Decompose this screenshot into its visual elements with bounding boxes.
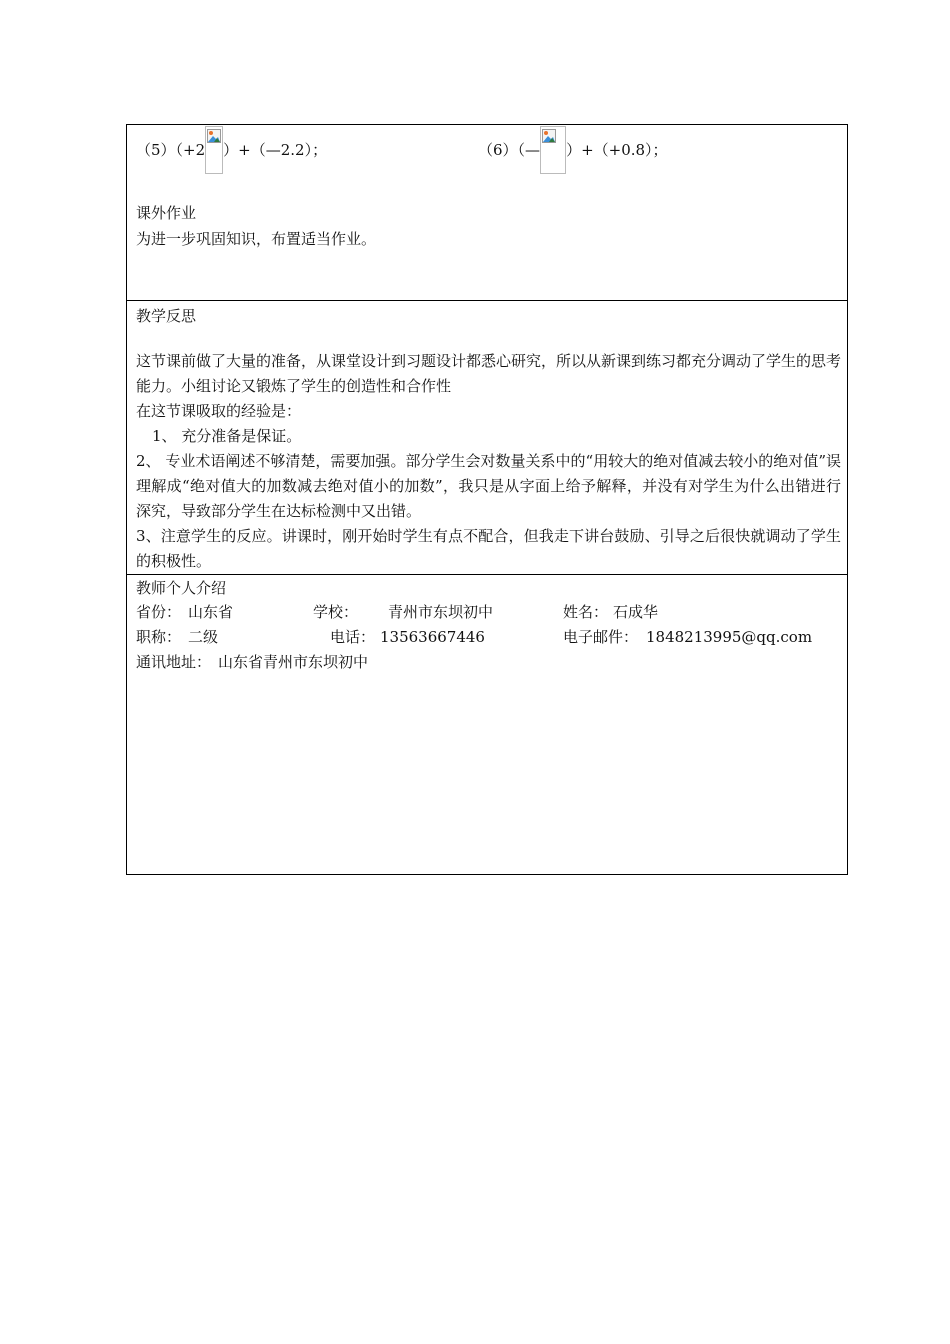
exercise-6-before: （— <box>517 141 541 159</box>
exercise-5-after: ）+（—2.2）； <box>223 141 328 159</box>
exercise-6-label: （6） <box>478 141 518 159</box>
phone-label: 电话： <box>330 628 376 646</box>
teacher-row-1 <box>136 600 836 625</box>
province-value: 山东省 <box>188 603 234 621</box>
teacher-row-3 <box>136 650 836 675</box>
exercise-6-after: ）+（+0.8）； <box>566 141 668 159</box>
address-value: 山东省青州市东坝初中 <box>218 653 369 671</box>
reflection-item-2: 2、 专业术语阐述不够清楚，需要加强。部分学生会对数量关系中的“用较大的绝对值减去较小的绝对值”误理解成“绝对值大的加数减去绝对值小的加数”，我只是从字面上给予解释，并没有对学生为什么出错进行深究，导致部分学生在达标检测中又出错。 <box>136 452 841 520</box>
exercise-6 <box>478 139 668 174</box>
exercise-5 <box>136 139 327 174</box>
exercise-5-before: （+2 <box>175 141 206 159</box>
exercise-5-label: （5） <box>136 141 176 159</box>
rank-value: 二级 <box>188 628 219 646</box>
teacher-info-cell <box>127 574 847 874</box>
name-label: 姓名： <box>563 603 609 621</box>
email-label: 电子邮件： <box>563 628 639 646</box>
phone-value: 13563667446 <box>380 628 485 646</box>
homework-text: 为进一步巩固知识，布置适当作业。 <box>136 230 377 248</box>
exercise-homework-cell <box>127 125 847 300</box>
email-value: 1848213995@qq.com <box>646 628 813 646</box>
teacher-info-title: 教师个人介绍 <box>136 579 227 597</box>
lesson-plan-table <box>126 124 848 875</box>
reflection-item-3: 3、注意学生的反应。讲课时，刚开始时学生有点不配合，但我走下讲台鼓励、引导之后很快就调动了学生的积极性。 <box>136 527 841 570</box>
school-label: 学校： <box>313 603 359 621</box>
rank-label: 职称： <box>136 628 182 646</box>
school-value: 青州市东坝初中 <box>388 603 494 621</box>
reflection-intro: 在这节课吸取的经验是： <box>136 402 302 420</box>
broken-image-icon <box>540 126 566 174</box>
name-value: 石成华 <box>613 603 659 621</box>
province-label: 省份： <box>136 603 182 621</box>
broken-image-icon <box>205 126 223 174</box>
reflection-title: 教学反思 <box>136 307 197 325</box>
reflection-cell <box>127 300 847 574</box>
reflection-item-1: 1、 充分准备是保证。 <box>152 427 302 445</box>
reflection-paragraph: 这节课前做了大量的准备，从课堂设计到习题设计都悉心研究，所以从新课到练习都充分调动了学生的思考能力。小组讨论又锻炼了学生的创造性和合作性 <box>136 352 842 395</box>
address-label: 通讯地址： <box>136 653 212 671</box>
teacher-row-2 <box>136 625 836 650</box>
homework-title: 课外作业 <box>136 204 197 222</box>
